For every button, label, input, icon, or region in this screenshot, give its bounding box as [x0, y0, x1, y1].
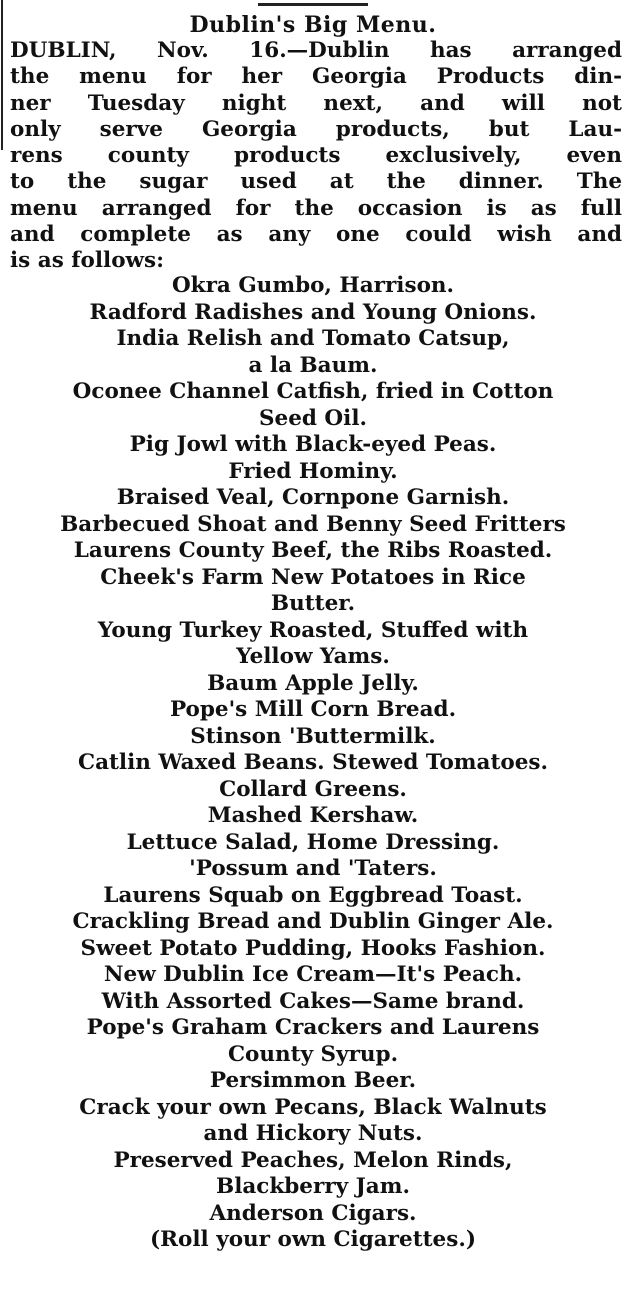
menu-item: Barbecued Shoat and Benny Seed Fritters: [60, 511, 566, 537]
menu-item: Yellow Yams.: [236, 644, 390, 669]
menu-item: Young Turkey Roasted, Stuffed with: [97, 617, 529, 643]
menu-item: Crack your own Pecans, Black Walnuts: [79, 1094, 547, 1120]
menu-item: Collard Greens.: [219, 776, 407, 802]
menu-item: Cheek's Farm New Potatoes in Rice: [100, 564, 526, 590]
menu-item: Catlin Waxed Beans. Stewed Tomatoes.: [77, 750, 549, 775]
menu-item: Oconee Channel Catfish, fried in Cotton: [72, 379, 554, 404]
menu-item: Pig Jowl with Black-eyed Peas.: [129, 432, 497, 457]
menu-item: Radford Radishes and Young Onions.: [89, 299, 537, 325]
menu-item: 'Possum and 'Taters.: [189, 856, 437, 881]
intro-line: DUBLIN, Nov. 16.—Dublin has arranged: [10, 38, 622, 63]
intro-line: the menu for her Georgia Products din-: [10, 64, 622, 90]
menu-item: and Hickory Nuts.: [203, 1121, 423, 1146]
menu-item: Blackberry Jam.: [216, 1174, 410, 1199]
menu-item: Okra Gumbo, Harrison.: [171, 273, 455, 298]
article-headline: Dublin's Big Menu.: [189, 12, 437, 38]
menu-item: Seed Oil.: [259, 405, 367, 431]
intro-line: and complete as any one could wish and: [10, 222, 622, 248]
menu-item: a la Baum.: [248, 352, 378, 378]
intro-line: only serve Georgia products, but Lau-: [10, 116, 622, 142]
menu-item: Mashed Kershaw.: [207, 803, 419, 828]
menu-item: Laurens Squab on Eggbread Toast.: [103, 882, 523, 908]
menu-item: Baum Apple Jelly.: [207, 670, 419, 696]
menu-item: Stinson 'Buttermilk.: [190, 723, 436, 749]
menu-item: Crackling Bread and Dublin Ginger Ale.: [72, 909, 554, 934]
menu-item: (Roll your own Cigarettes.): [150, 1227, 476, 1252]
menu-item: Braised Veal, Cornpone Garnish.: [116, 485, 510, 510]
menu-item: Persimmon Beer.: [209, 1068, 417, 1093]
column-rule-top: [258, 3, 368, 6]
menu-item: India Relish and Tomato Catsup,: [116, 326, 510, 351]
menu-item: Fried Hominy.: [228, 458, 398, 484]
article-intro: [10, 38, 622, 275]
menu-item: Anderson Cigars.: [209, 1200, 417, 1226]
menu-item: Lettuce Salad, Home Dressing.: [126, 829, 500, 855]
intro-line: is as follows:: [10, 248, 165, 274]
intro-line: menu arranged for the occasion is as full: [10, 195, 622, 221]
menu-item: Laurens County Beef, the Ribs Roasted.: [73, 538, 553, 563]
menu-item: Preserved Peaches, Melon Rinds,: [113, 1147, 513, 1173]
intro-line: ner Tuesday night next, and will not: [10, 90, 622, 116]
menu-item: County Syrup.: [227, 1041, 399, 1067]
menu-item: With Assorted Cakes—Same brand.: [101, 988, 525, 1014]
intro-line: rens county products exclusively, even: [10, 143, 622, 169]
menu-item: Pope's Graham Crackers and Laurens: [86, 1015, 540, 1040]
intro-line: to the sugar used at the dinner. The: [10, 169, 622, 195]
menu-item: Pope's Mill Corn Bread.: [169, 697, 457, 722]
menu-item: Sweet Potato Pudding, Hooks Fashion.: [80, 935, 546, 961]
menu-item: Butter.: [270, 591, 356, 616]
menu-item: New Dublin Ice Cream—It's Peach.: [103, 962, 523, 987]
menu-list: [0, 273, 626, 1254]
